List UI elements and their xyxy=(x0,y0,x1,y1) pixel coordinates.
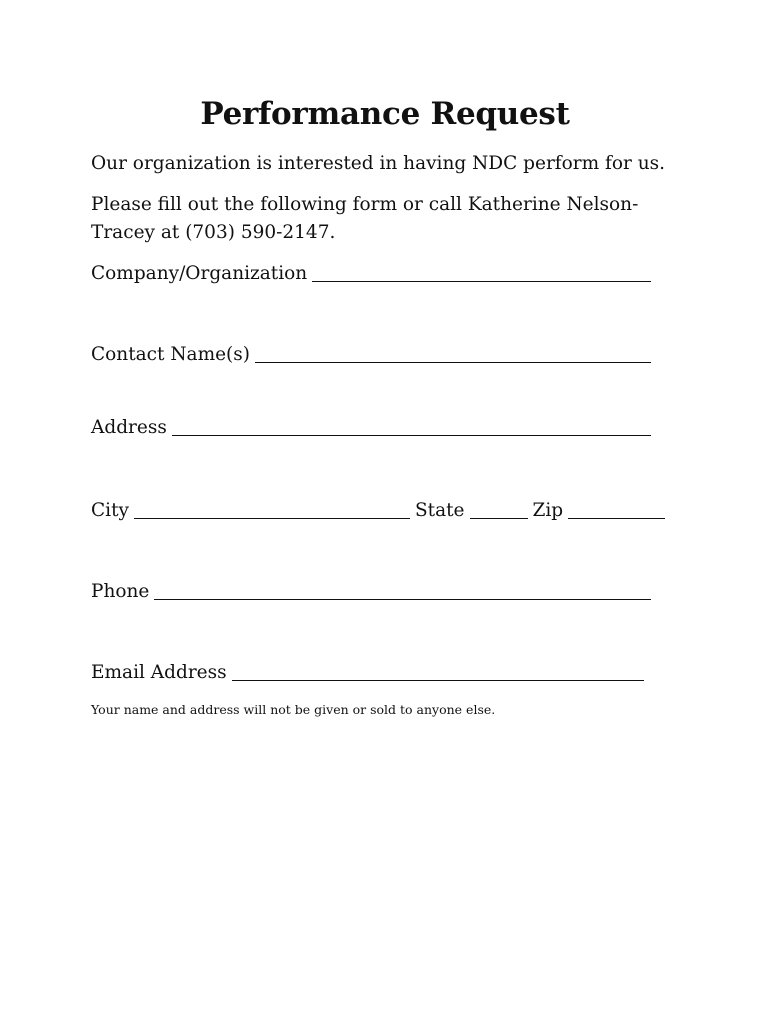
address-field-row xyxy=(91,414,651,442)
contact-field-row xyxy=(91,341,651,369)
address-label: Address xyxy=(91,417,167,438)
city-label: City xyxy=(91,500,129,521)
address-field[interactable] xyxy=(172,417,651,436)
contact-label: Contact Name(s) xyxy=(91,344,250,365)
phone-field-row xyxy=(91,578,651,606)
phone-label: Phone xyxy=(91,581,150,602)
company-field[interactable] xyxy=(312,263,651,282)
phone-field[interactable] xyxy=(154,581,651,600)
zip-label: Zip xyxy=(532,500,564,521)
instructions-text: Please fill out the following form or call Katherine Nelson-Tracey at (703) 590-2147. xyxy=(91,194,639,243)
page-title: Performance Request xyxy=(200,96,570,132)
contact-field[interactable] xyxy=(255,344,651,363)
email-field[interactable] xyxy=(232,662,644,681)
state-label: State xyxy=(414,500,465,521)
email-field-row xyxy=(91,659,644,687)
email-label: Email Address xyxy=(91,662,227,683)
state-field[interactable] xyxy=(470,500,528,519)
company-label: Company/Organization xyxy=(91,263,308,284)
city-field[interactable] xyxy=(134,500,410,519)
company-field-row xyxy=(91,260,651,288)
city-state-zip-row xyxy=(91,497,651,525)
zip-field[interactable] xyxy=(568,500,665,519)
privacy-note: Your name and address will not be given or sold to anyone else. xyxy=(91,702,496,717)
intro-text: Our organization is interested in having NDC perform for us. xyxy=(91,153,666,174)
